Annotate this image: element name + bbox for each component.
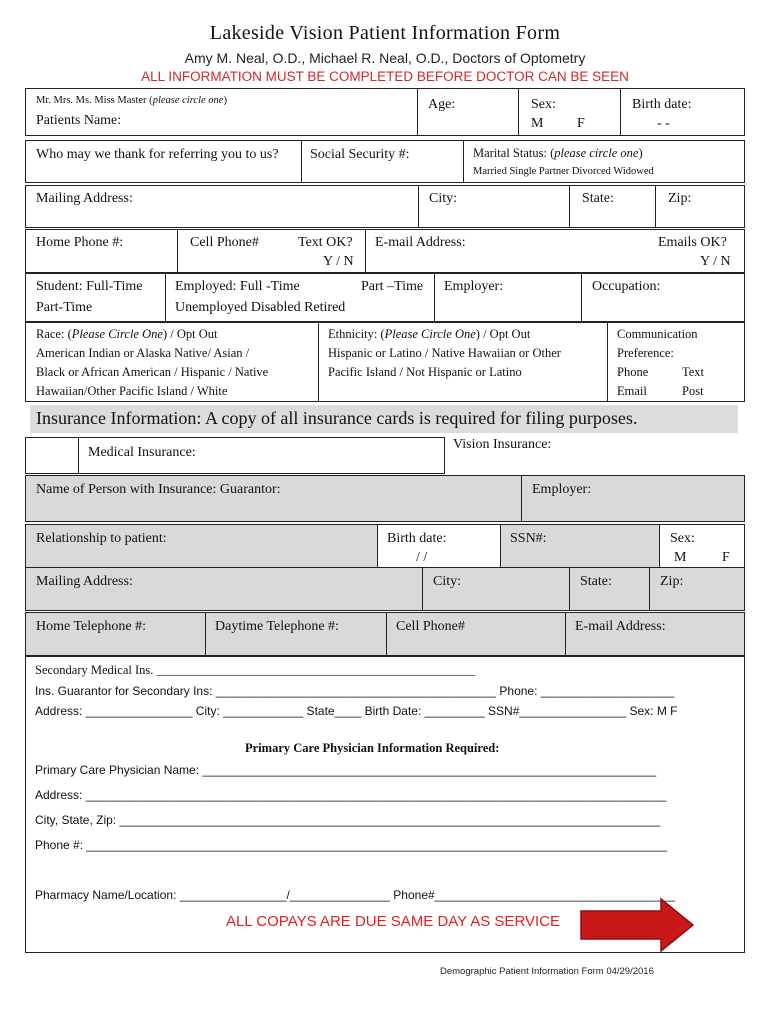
guarantor-day-tel-label: Daytime Telephone #: [215, 619, 339, 634]
email-label: E-mail Address: [375, 235, 466, 250]
text-ok-yn[interactable]: Y / N [323, 254, 354, 269]
guarantor-birth-date-field[interactable] [377, 524, 501, 568]
student-field[interactable] [25, 273, 166, 322]
email-field[interactable] [365, 229, 745, 273]
employed-label: Employed: Full -Time [175, 279, 300, 294]
pcp-name-line[interactable]: Primary Care Physician Name: ____________________________________________________________________ [35, 763, 657, 777]
secondary-guarantor-line[interactable]: Ins. Guarantor for Secondary Ins: __________________________________________ Phone: ____________________ [35, 684, 675, 698]
guarantor-field[interactable] [25, 475, 522, 522]
guarantor-employer-label: Employer: [532, 482, 592, 497]
guarantor-home-tel-field[interactable] [25, 612, 206, 656]
race-options-3: Hawaiian/Other Pacific Island / White [36, 384, 228, 398]
guarantor-cell-field[interactable] [386, 612, 566, 656]
secondary-medical-line[interactable]: Secondary Medical Ins. ___________________________________________________ [35, 663, 476, 677]
guarantor-birth-date-slashes: / / [416, 550, 428, 565]
state-field[interactable] [569, 185, 656, 228]
arrow-right-icon [579, 897, 696, 953]
pcp-phone-line[interactable]: Phone #: _______________________________________________________________________________________ [35, 838, 667, 852]
emails-ok-label: Emails OK? [658, 235, 727, 250]
patient-name-label: Patients Name: [36, 113, 122, 128]
ethnicity-label: Ethnicity: (Please Circle One) / Opt Out [328, 327, 531, 341]
doctors-line: Amy M. Neal, O.D., Michael R. Neal, O.D., Doctors of Optometry [184, 50, 586, 66]
ethnicity-options-2: Pacific Island / Not Hispanic or Latino [328, 365, 522, 379]
comm-text[interactable]: Text [682, 365, 705, 379]
footer-text: Demographic Patient Information Form 04/29/2016 [440, 966, 654, 977]
comm-email[interactable]: Email [617, 384, 647, 398]
cell-phone-field[interactable] [177, 229, 366, 273]
unemployed-options: Unemployed Disabled Retired [175, 300, 346, 315]
race-options-1: American Indian or Alaska Native/ Asian / [36, 346, 250, 360]
birth-date-field[interactable] [620, 88, 745, 136]
guarantor-email-field[interactable] [565, 612, 745, 656]
birth-date-dashes: - - [657, 116, 670, 131]
birth-date-label: Birth date: [632, 97, 692, 112]
student-label: Student: Full-Time [36, 279, 143, 294]
home-phone-field[interactable] [25, 229, 178, 273]
referral-label: Who may we thank for referring you to us? [36, 147, 279, 162]
mailing-address-label: Mailing Address: [36, 191, 133, 206]
communication-preference-field[interactable] [607, 322, 745, 402]
medical-insurance-field[interactable] [78, 437, 445, 474]
secondary-address-line[interactable]: Address: ________________ City: ____________ State____ Birth Date: _________ SSN#________________ Sex: M F [35, 704, 678, 718]
guarantor-state-field[interactable] [569, 567, 650, 611]
guarantor-sex-field[interactable] [659, 524, 745, 568]
cell-phone-label: Cell Phone# [190, 235, 259, 250]
completion-warning: ALL INFORMATION MUST BE COMPLETED BEFORE DOCTOR CAN BE SEEN [141, 69, 629, 84]
city-field[interactable] [418, 185, 570, 228]
home-phone-label: Home Phone #: [36, 235, 124, 250]
sex-field[interactable] [518, 88, 621, 136]
pharmacy-line[interactable]: Pharmacy Name/Location: ________________/_______________ Phone#____________________________________ [35, 888, 675, 902]
title-options: Mr. Mrs. Ms. Miss Master (please circle one) [36, 95, 227, 106]
ssn-field[interactable] [301, 140, 464, 183]
guarantor-employer-field[interactable] [521, 475, 745, 522]
marital-status-field[interactable] [463, 140, 745, 183]
guarantor-home-tel-label: Home Telephone #: [36, 619, 146, 634]
guarantor-zip-field[interactable] [649, 567, 745, 611]
secondary-section [25, 656, 745, 953]
race-label: Race: (Please Circle One) / Opt Out [36, 327, 218, 341]
age-label: Age: [428, 97, 456, 112]
guarantor-birth-date-label: Birth date: [387, 531, 447, 546]
guarantor-sex-f[interactable]: F [722, 550, 730, 565]
occupation-label: Occupation: [592, 279, 661, 294]
guarantor-day-tel-field[interactable] [205, 612, 387, 656]
pcp-address-line[interactable]: Address: _______________________________________________________________________________________ [35, 788, 667, 802]
insurance-banner: Insurance Information: A copy of all insurance cards is required for filing purposes. [30, 405, 738, 433]
guarantor-sex-label: Sex: [670, 531, 695, 546]
marital-status-label: Marital Status: (please circle one) [473, 146, 643, 160]
guarantor-mailing-field[interactable] [25, 567, 423, 611]
age-field[interactable] [417, 88, 519, 136]
guarantor-email-label: E-mail Address: [575, 619, 666, 634]
race-field[interactable] [25, 322, 319, 402]
pcp-city-line[interactable]: City, State, Zip: _________________________________________________________________________________ [35, 813, 661, 827]
race-options-2: Black or African American / Hispanic / Native [36, 365, 269, 379]
medical-insurance-label: Medical Insurance: [88, 445, 196, 460]
guarantor-cell-label: Cell Phone# [396, 619, 465, 634]
state-label: State: [582, 191, 614, 206]
guarantor-sex-m[interactable]: M [674, 550, 687, 565]
vision-insurance-label: Vision Insurance: [453, 437, 552, 452]
student-part-time: Part-Time [36, 300, 93, 315]
ssn-label: Social Security #: [310, 147, 410, 162]
guarantor-mailing-label: Mailing Address: [36, 574, 133, 589]
zip-label: Zip: [668, 191, 692, 206]
communication-label: Communication [617, 327, 698, 341]
relationship-label: Relationship to patient: [36, 531, 167, 546]
referral-field[interactable] [25, 140, 302, 183]
ethnicity-field[interactable] [318, 322, 608, 402]
emails-ok-yn[interactable]: Y / N [700, 254, 731, 269]
guarantor-ssn-label: SSN#: [510, 531, 547, 546]
guarantor-label: Name of Person with Insurance: Guarantor: [36, 482, 281, 497]
city-label: City: [429, 191, 458, 206]
marital-options: Married Single Partner Divorced Widowed [473, 166, 654, 177]
guarantor-state-label: State: [580, 574, 612, 589]
guarantor-zip-label: Zip: [660, 574, 684, 589]
guarantor-ssn-field[interactable] [500, 524, 660, 568]
medical-insurance-marker[interactable] [25, 437, 79, 474]
guarantor-city-field[interactable] [422, 567, 570, 611]
sex-label: Sex: [531, 97, 556, 112]
patient-employer-field[interactable] [434, 273, 582, 322]
patient-name-field[interactable] [25, 88, 418, 136]
form-title: Lakeside Vision Patient Information Form [209, 22, 561, 44]
patient-employer-label: Employer: [444, 279, 504, 294]
comm-post[interactable]: Post [682, 384, 704, 398]
comm-phone[interactable]: Phone [617, 365, 649, 379]
zip-field[interactable] [655, 185, 745, 228]
sex-f[interactable]: F [577, 116, 585, 131]
employment-status-field[interactable] [165, 273, 435, 322]
pcp-heading: Primary Care Physician Information Required: [245, 741, 500, 755]
employed-part-time: Part –Time [361, 279, 424, 294]
ethnicity-options-1: Hispanic or Latino / Native Hawaiian or Other [328, 346, 561, 360]
sex-m[interactable]: M [531, 116, 544, 131]
text-ok-label: Text OK? [298, 235, 353, 250]
mailing-address-field[interactable] [25, 185, 419, 228]
preference-label: Preference: [617, 346, 674, 360]
copays-notice: ALL COPAYS ARE DUE SAME DAY AS SERVICE [226, 913, 561, 930]
occupation-field[interactable] [581, 273, 745, 322]
relationship-field[interactable] [25, 524, 378, 568]
guarantor-city-label: City: [433, 574, 462, 589]
